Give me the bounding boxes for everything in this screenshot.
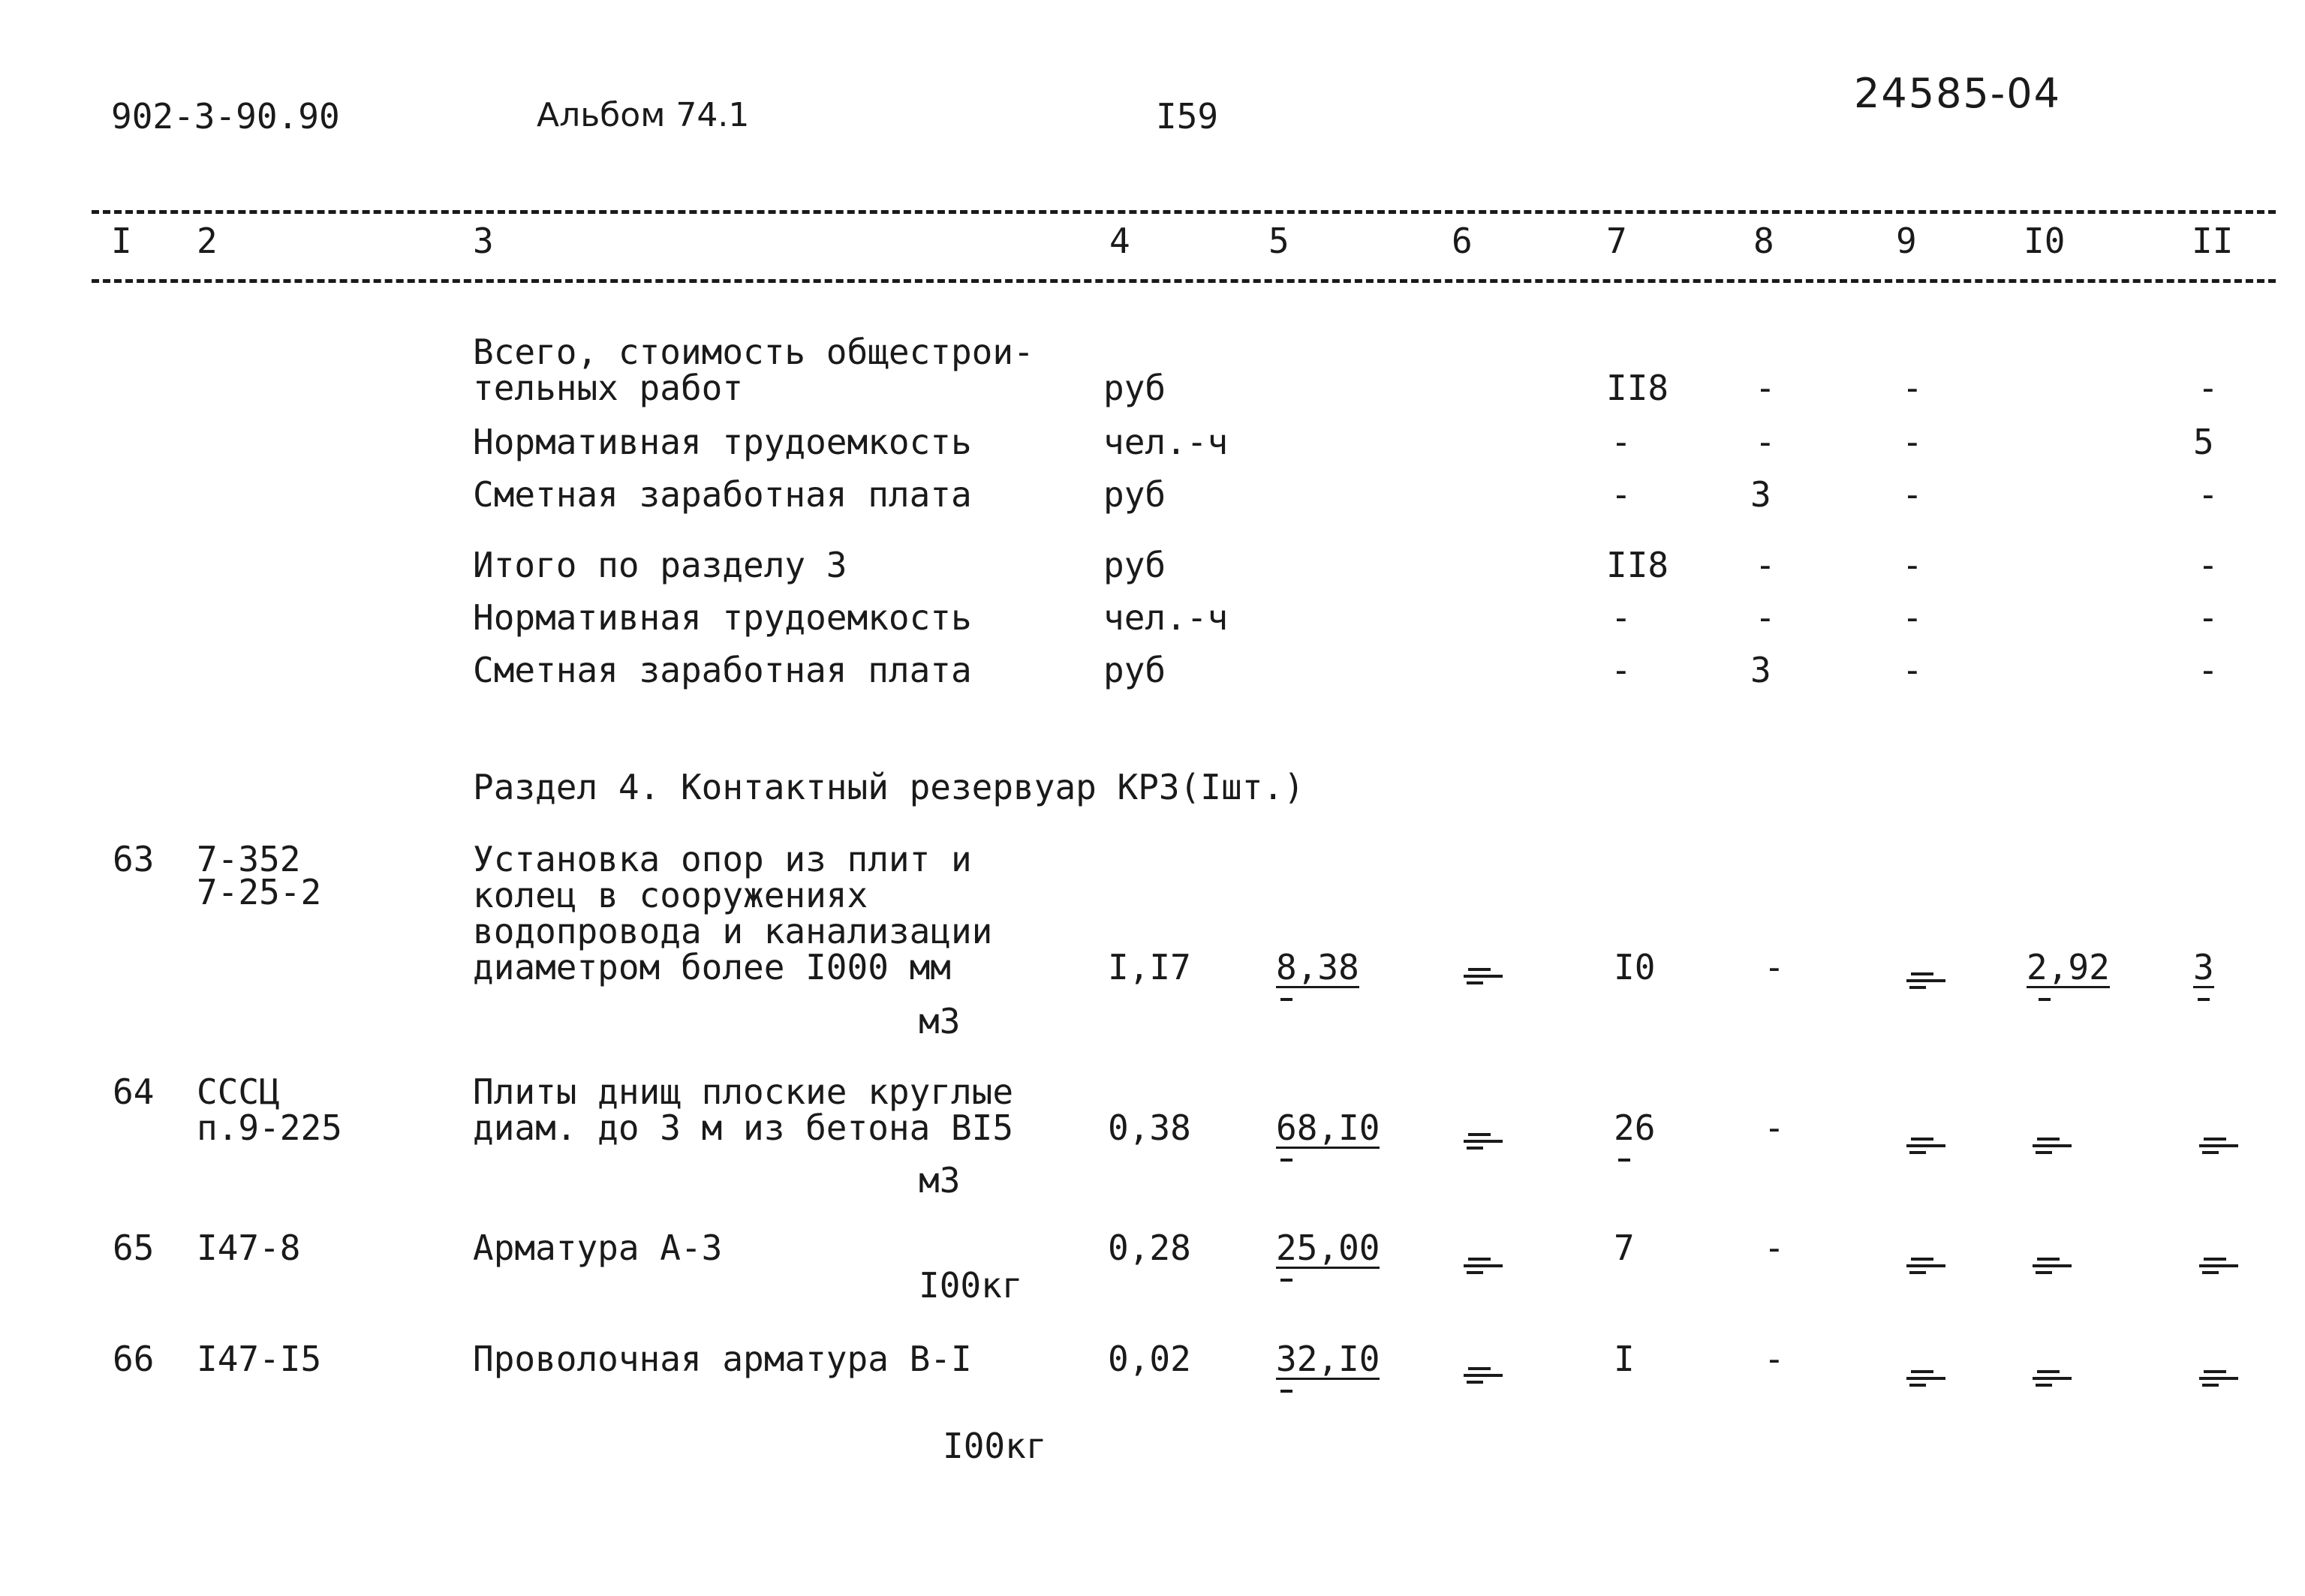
summary-name-cont: тельных работ [473,368,744,408]
col6-dash-mark [1464,1258,1503,1274]
item-quantity: 0,02 [1108,1339,1191,1379]
header-bottom-rule [92,279,2276,283]
col11-dash-mark [2199,1370,2238,1387]
header-top-rule [92,210,2276,214]
summary-col7: II8 [1606,545,1669,585]
item-code: 7-352 [197,839,301,879]
item-col8: - [1764,1228,1785,1268]
item-number: 66 [113,1339,155,1379]
summary-col9: - [1902,545,1923,585]
item-price: 68,I0 [1276,1108,1380,1148]
item-number: 65 [113,1228,155,1268]
summary-col11: 5 [2193,422,2214,462]
item-unit: I00кг [919,1265,1023,1306]
column-header-7: 7 [1606,221,1627,261]
column-header-11: II [2192,221,2234,261]
column-header-1: I [111,221,132,261]
item-col7: I [1614,1339,1635,1379]
col9-dash-mark [1906,1370,1945,1387]
col7-mark [1618,1159,1630,1162]
summary-col7: - [1611,474,1632,515]
column-header-8: 8 [1753,221,1774,261]
col10-mark [2039,998,2051,1001]
price-mark [1280,998,1292,1001]
item-description: Проволочная арматура В-I [473,1339,972,1379]
col10-dash-mark [2033,1138,2072,1154]
summary-col9: - [1902,368,1923,408]
summary-name: Нормативная трудоемкость [473,597,972,638]
item-col11: 3 [2193,947,2214,987]
item-code: СССЦ [197,1072,280,1112]
item-code-cont: 7-25-2 [197,872,322,912]
summary-col9: - [1902,650,1923,690]
item-unit: м3 [919,1160,961,1201]
document-code: 902-3-90.90 [111,96,340,137]
summary-col8: - [1755,368,1776,408]
item-description-cont: диаметром более I000 мм [473,947,951,987]
item-unit: I00кг [943,1426,1047,1466]
summary-name: Сметная заработная плата [473,650,972,690]
album-label: Альбом 74.1 [537,96,750,134]
item-code: I47-I5 [197,1339,322,1379]
item-col8: - [1764,1108,1785,1148]
item-col8: - [1764,1339,1785,1379]
col9-dash-mark [1906,1258,1945,1274]
summary-col8: - [1755,422,1776,462]
summary-col11: - [2198,545,2219,585]
item-price: 8,38 [1276,947,1359,987]
item-col7: 26 [1614,1108,1656,1148]
summary-name: Сметная заработная плата [473,474,972,515]
summary-unit: чел.-ч [1103,597,1229,638]
summary-unit: руб [1103,474,1166,515]
col11-dash-mark [2199,1138,2238,1154]
item-price: 32,I0 [1276,1339,1380,1379]
item-quantity: 0,38 [1108,1108,1191,1148]
item-code: I47-8 [197,1228,301,1268]
item-col7: I0 [1614,947,1656,987]
section-title: Раздел 4. Контактный резервуар КР3(Iшт.) [473,767,1304,807]
price-mark [1280,1390,1292,1393]
summary-name: Итого по разделу 3 [473,545,847,585]
price-mark [1280,1279,1292,1282]
summary-col7: - [1611,597,1632,638]
col11-dash-mark [2199,1258,2238,1274]
col11-mark [2198,998,2210,1001]
page-number: I59 [1156,96,1219,137]
item-col8: - [1764,947,1785,987]
summary-unit: чел.-ч [1103,422,1229,462]
price-mark [1280,1159,1292,1162]
item-description-cont: водопровода и канализации [473,911,993,951]
column-header-10: I0 [2024,221,2066,261]
summary-unit: руб [1103,545,1166,585]
summary-col7: II8 [1606,368,1669,408]
column-header-6: 6 [1452,221,1473,261]
column-header-9: 9 [1896,221,1917,261]
stamp-number: 24585-04 [1854,70,2061,117]
column-header-3: 3 [473,221,494,261]
col10-dash-mark [2033,1370,2072,1387]
summary-col9: - [1902,597,1923,638]
summary-name: Всего, стоимость общестрои- [473,332,1034,372]
column-header-5: 5 [1268,221,1289,261]
column-header-2: 2 [197,221,218,261]
item-quantity: I,I7 [1108,947,1191,987]
item-description-cont: диам. до 3 м из бетона BI5 [473,1108,1014,1148]
item-col10: 2,92 [2027,947,2110,987]
summary-col11: - [2198,474,2219,515]
summary-name: Нормативная трудоемкость [473,422,972,462]
col6-dash-mark [1464,1367,1503,1384]
summary-col7: - [1611,422,1632,462]
item-code-cont: п.9-225 [197,1108,342,1148]
item-col7: 7 [1614,1228,1635,1268]
summary-unit: руб [1103,368,1166,408]
item-number: 63 [113,839,155,879]
item-unit: м3 [919,1001,961,1041]
col10-dash-mark [2033,1258,2072,1274]
item-price: 25,00 [1276,1228,1380,1268]
summary-col8: - [1755,545,1776,585]
summary-col8: 3 [1750,650,1771,690]
item-description: Установка опор из плит и [473,839,972,879]
summary-col8: - [1755,597,1776,638]
summary-col8: 3 [1750,474,1771,515]
summary-col11: - [2198,368,2219,408]
item-quantity: 0,28 [1108,1228,1191,1268]
summary-col11: - [2198,650,2219,690]
item-description-cont: колец в сооружениях [473,875,868,915]
col9-dash-mark [1906,1138,1945,1154]
col6-dash-mark [1464,1133,1503,1150]
col6-dash-mark [1464,968,1503,984]
item-number: 64 [113,1072,155,1112]
item-description: Арматура А-3 [473,1228,723,1268]
summary-col9: - [1902,474,1923,515]
summary-col11: - [2198,597,2219,638]
item-description: Плиты днищ плоские круглые [473,1072,1014,1112]
summary-col9: - [1902,422,1923,462]
column-header-4: 4 [1109,221,1130,261]
summary-col7: - [1611,650,1632,690]
summary-unit: руб [1103,650,1166,690]
col9-dash-mark [1906,972,1945,989]
